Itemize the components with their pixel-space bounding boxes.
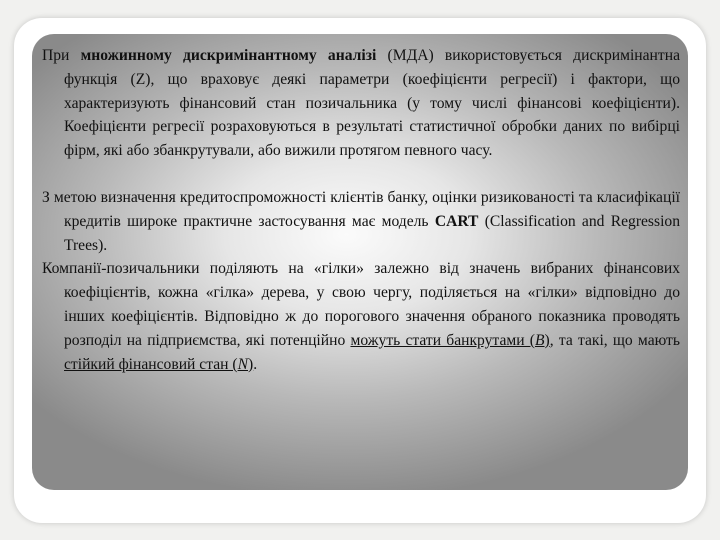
paragraph-mda xyxy=(42,44,680,163)
text-body xyxy=(42,44,680,376)
p1-term: множинному дискримінантному аналізі xyxy=(80,47,377,64)
p3-middle: , та такі, що мають xyxy=(549,331,680,349)
paragraph-branches xyxy=(42,257,680,376)
paragraph-cart xyxy=(42,186,680,257)
p3-lead: Компанії-позичальники поділяють на «гілки» залежно від значень вибраних фінансових коефіцієнтів, кожна «гілка» дерева, у свою чергу, поділяється на «гілки» відповідно до інших коефіцієнтів. Відповідно ж до порогового значення обраного показника проводять розподіл на підприємства, які потенційно xyxy=(42,260,680,349)
p2-lead: З метою визначення кредитоспроможності клієнтів банку, оцінки ризикованості та класифікації кредитів широке практичне застосування має модель xyxy=(42,188,680,230)
p2-tail: (Classification and Regression Trees). xyxy=(64,212,680,254)
p1-body: (МДА) використовується дискримінантна функція (Z), що враховує деякі параметри (коефіцієнти регресії) і фактори, що характеризують фінансовий стан позичальника (у тому числі фінансові коефіцієнти). Коефіцієнти регресії розраховуються в результаті статистичної обробки даних по вибірці фірм, які або збанкрутували, або вижили протягом певного часу. xyxy=(64,47,680,160)
p3-stable-label: стійкий фінансовий стан (N) xyxy=(64,355,254,373)
p3-end: . xyxy=(253,355,258,373)
p2-model-name: CART xyxy=(434,212,479,230)
p3-bankrupt-label: можуть стати банкрутами (B) xyxy=(350,331,550,349)
p1-lead: При xyxy=(42,47,81,64)
